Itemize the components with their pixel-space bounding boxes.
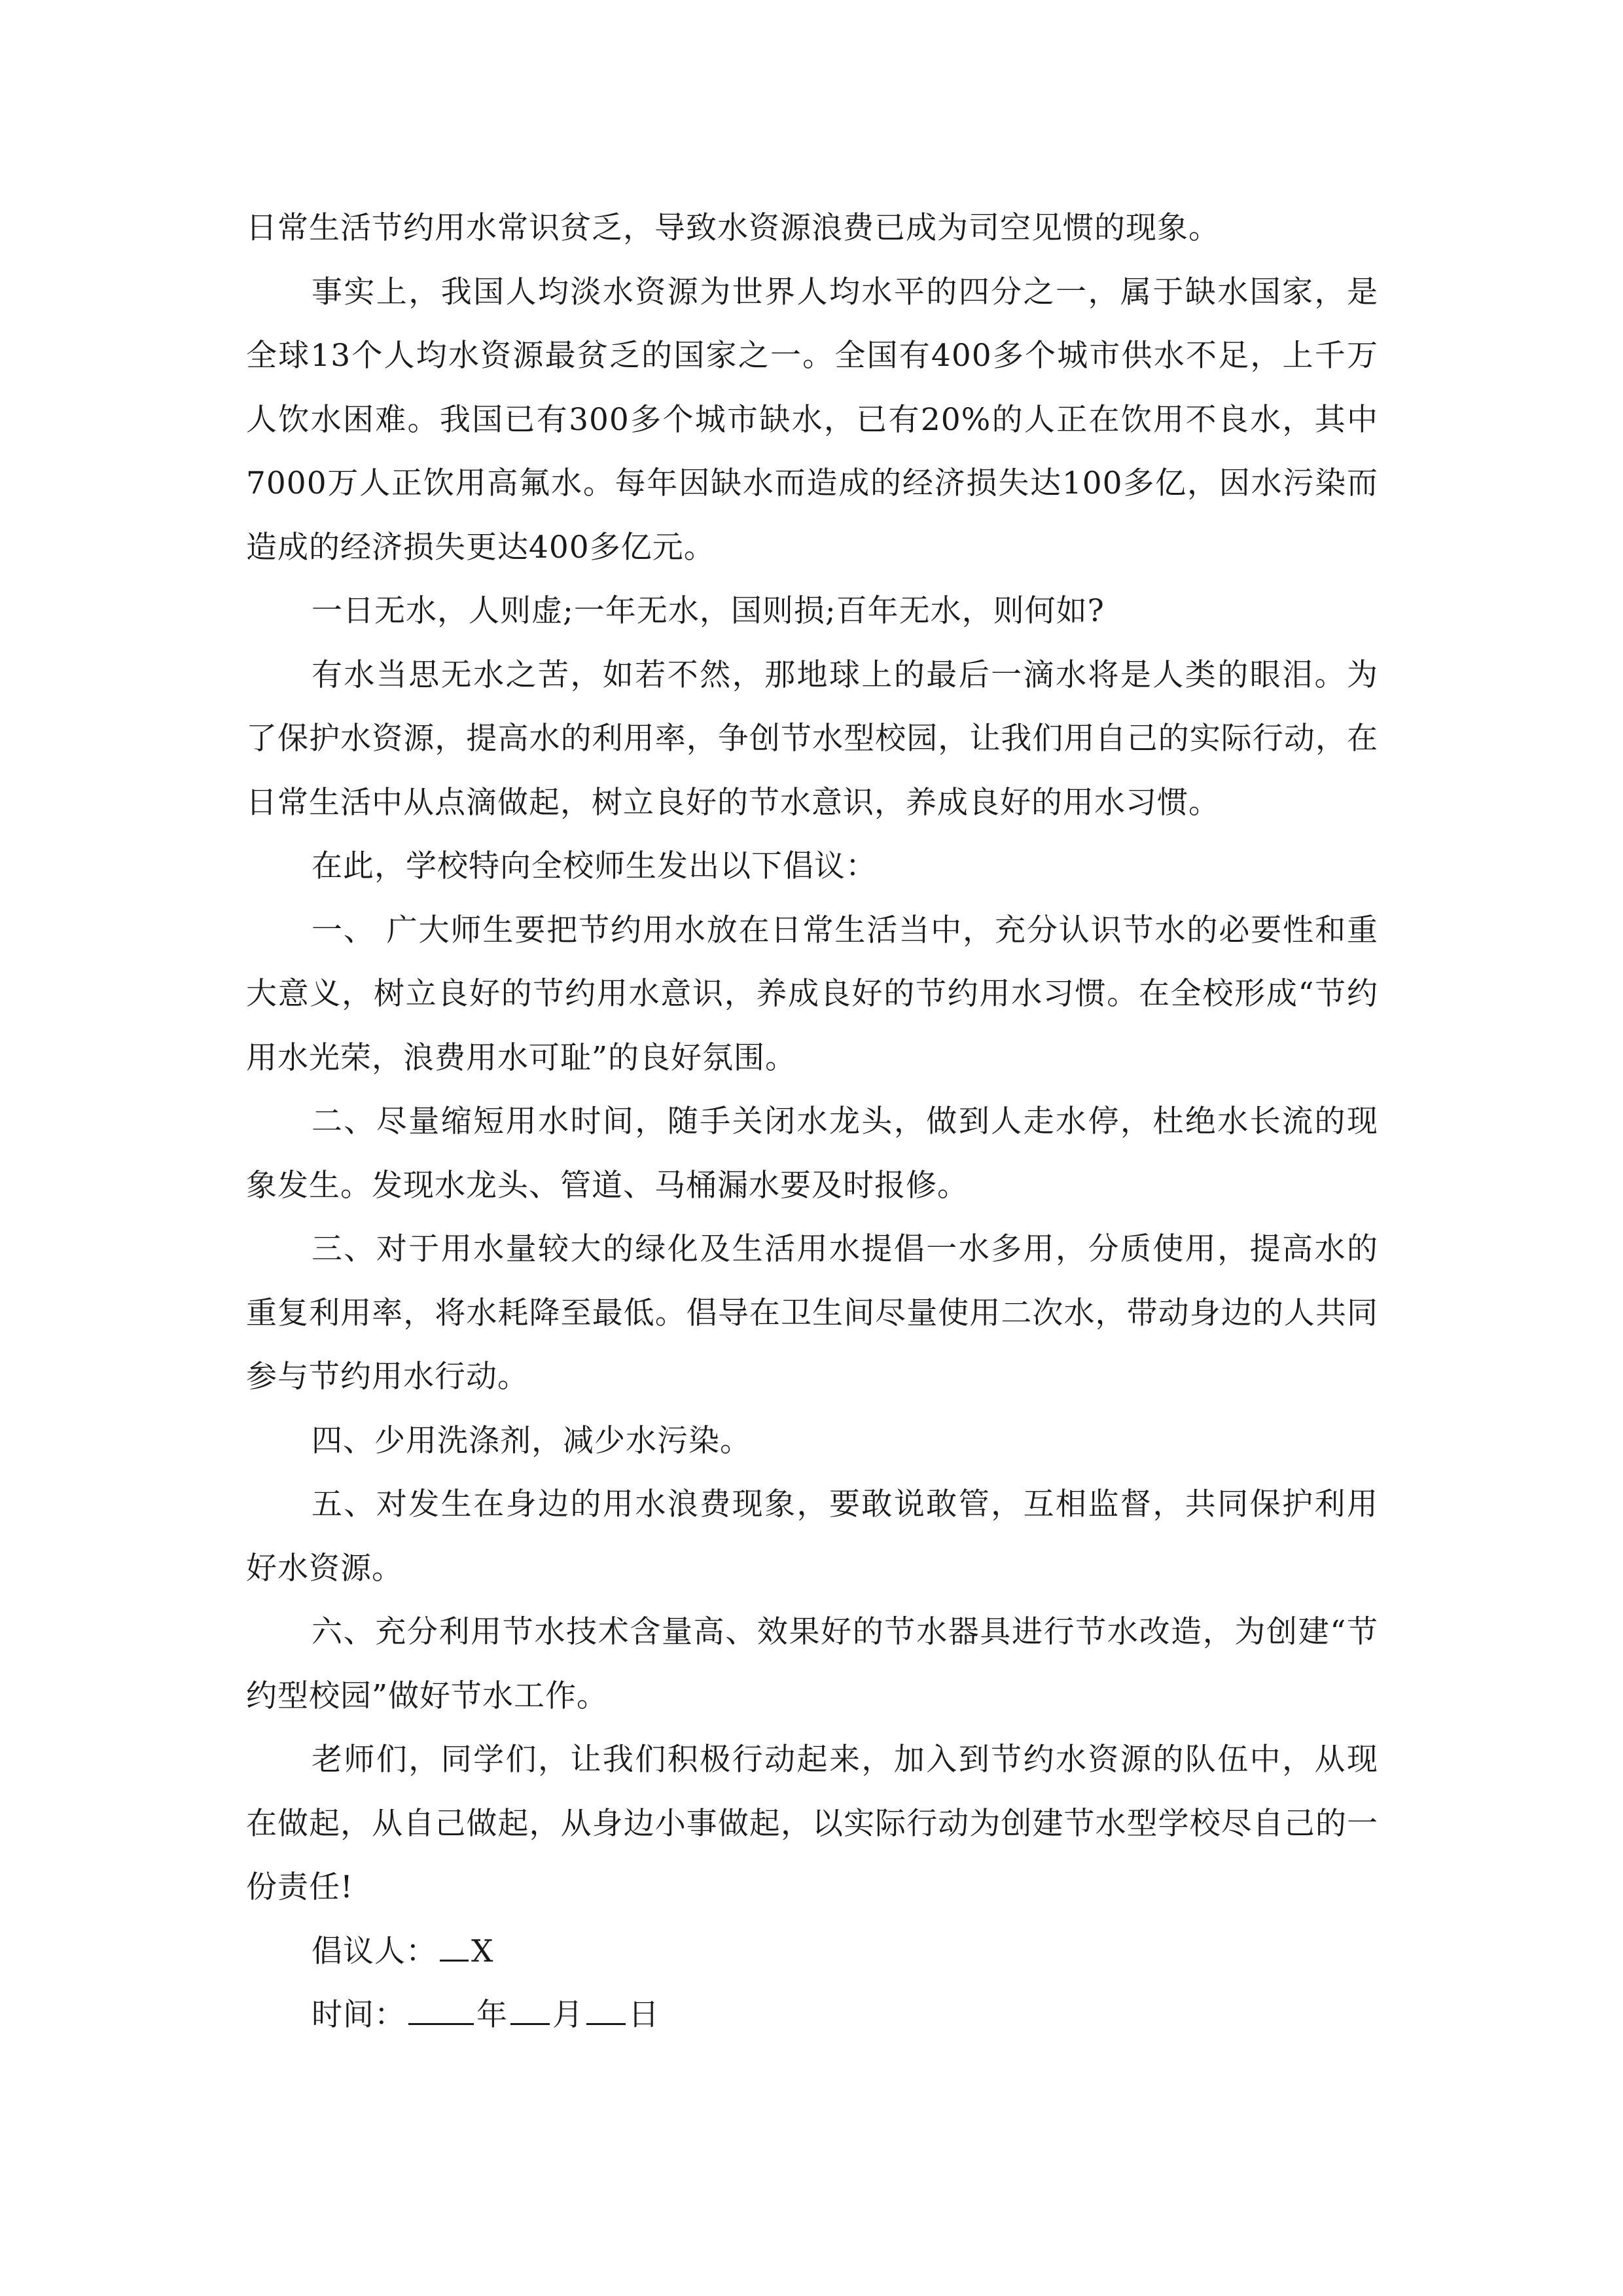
date-year-unit: 年 bbox=[476, 1997, 508, 2033]
paragraph-proverb: 一日无水，人则虚;一年无水，国则损;百年无水，则何如? bbox=[312, 593, 1105, 629]
date-year-blank bbox=[408, 1993, 474, 2025]
date-day-blank bbox=[586, 1993, 626, 2025]
paragraph-continuation: 日常生活节约用水常识贫乏，导致水资源浪费已成为司空见惯的现象。 bbox=[246, 210, 1220, 246]
proposal-item-1: 一、 广大师生要把节约用水放在日常生活当中，充分认识节水的必要性和重大意义，树立良好的节约用水意识，养成良好的节约用水习惯。在全校形成“节约用水光荣，浪费用水可耻”的良好氛围。 bbox=[246, 912, 1378, 1076]
date-month-unit: 月 bbox=[552, 1997, 584, 2033]
proposal-item-2: 二、尽量缩短用水时间，随手关闭水龙头，做到人走水停，杜绝水长流的现象发生。发现水龙头、管道、马桶漏水要及时报修。 bbox=[246, 1103, 1378, 1204]
date-month-blank bbox=[510, 1993, 550, 2025]
paragraph-proposal-intro: 在此，学校特向全校师生发出以下倡议： bbox=[312, 848, 877, 884]
proposal-item-4: 四、少用洗涤剂，减少水污染。 bbox=[312, 1422, 751, 1459]
paragraph-appeal: 有水当思无水之苦，如若不然，那地球上的最后一滴水将是人类的眼泪。为了保护水资源，提高水的利用率，争创节水型校园，让我们用自己的实际行动，在日常生活中从点滴做起，树立良好的节水意识，养成良好的用水习惯。 bbox=[246, 656, 1378, 821]
document-body bbox=[246, 196, 1378, 2047]
paragraph-closing: 老师们，同学们，让我们积极行动起来，加入到节约水资源的队伍中，从现在做起，从自己做起，从身边小事做起，以实际行动为创建节水型学校尽自己的一份责任! bbox=[246, 1742, 1378, 1905]
date-day-unit: 日 bbox=[628, 1997, 660, 2033]
proposal-item-6: 六、充分利用节水技术含量高、效果好的节水器具进行节水改造，为创建“节约型校园”做好节水工作。 bbox=[246, 1614, 1378, 1714]
signature-line bbox=[246, 1920, 1378, 1984]
signature-label: 倡议人： bbox=[312, 1933, 437, 1969]
proposal-item-3: 三、对于用水量较大的绿化及生活用水提倡一水多用，分质使用，提高水的重复利用率，将水耗降至最低。倡导在卫生间尽量使用二次水，带动身边的人共同参与节约用水行动。 bbox=[246, 1231, 1378, 1395]
proposal-item-5: 五、对发生在身边的用水浪费现象，要敢说敢管，互相监督，共同保护利用好水资源。 bbox=[246, 1486, 1378, 1587]
signature-value: X bbox=[471, 1933, 494, 1969]
paragraph-water-facts: 事实上，我国人均淡水资源为世界人均水平的四分之一，属于缺水国家，是全球13个人均水资源最贫乏的国家之一。全国有400多个城市供水不足，上千万人饮水困难。我国已有300多个城市缺水，已有20%的人正在饮用不良水，其中7000万人正饮用高氟水。每年因缺水而造成的经济损失达100多亿，因水污染而造成的经济损失更达400多亿元。 bbox=[246, 274, 1378, 565]
date-label: 时间： bbox=[312, 1997, 406, 2033]
signature-blank bbox=[440, 1929, 469, 1962]
date-line bbox=[246, 1983, 1378, 2047]
